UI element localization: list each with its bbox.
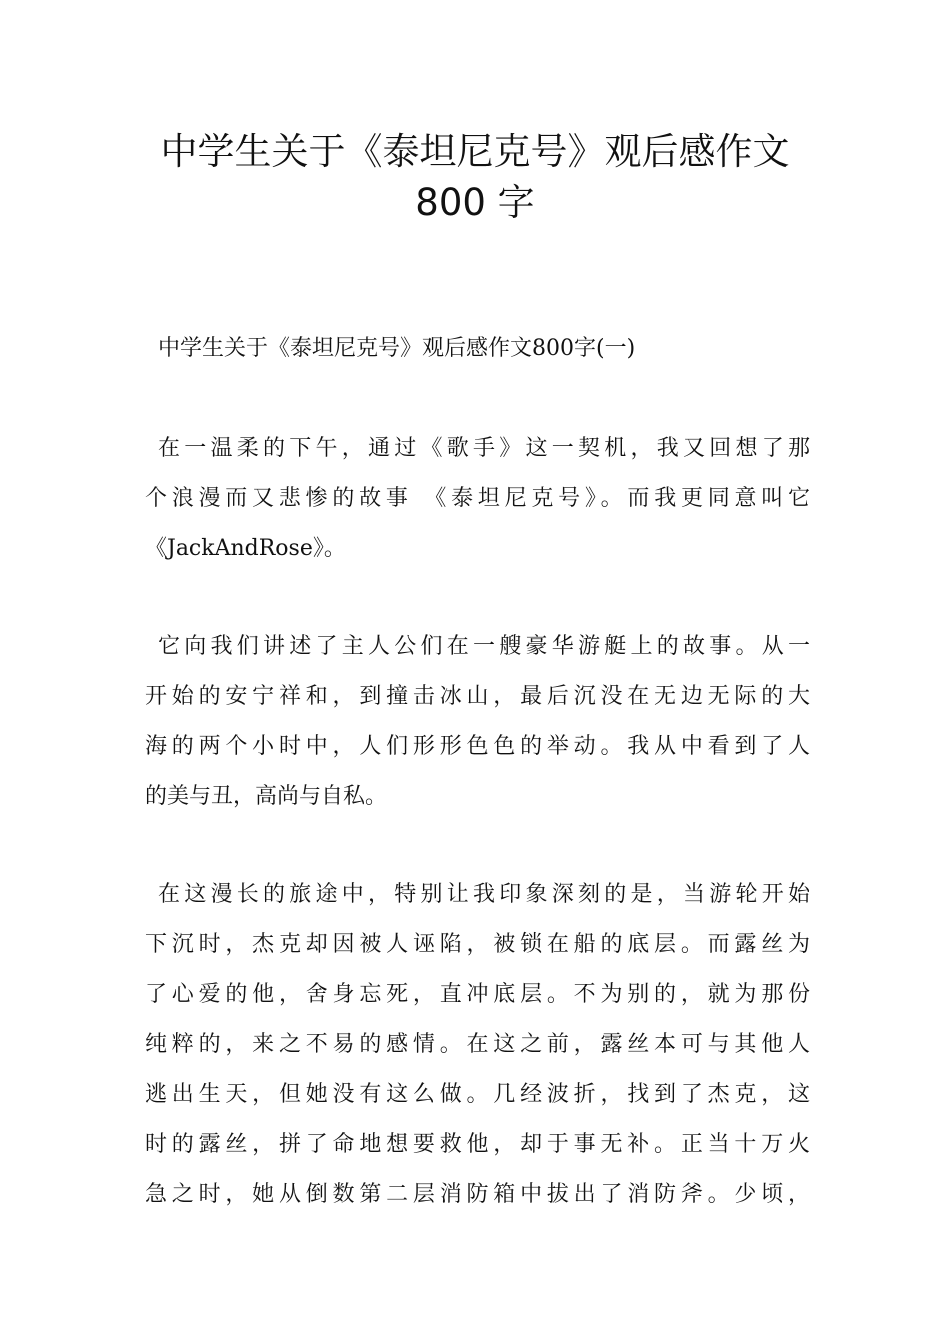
- section-heading: 中学生关于《泰坦尼克号》观后感作文800字(一): [158, 336, 636, 361]
- paragraph-3-line-5: 逃出生天，但她没有这么做。几经波折，找到了杰克，这: [145, 1082, 810, 1107]
- paragraph-1-line-2: 个浪漫而又悲惨的故事 《泰坦尼克号》。而我更同意叫它: [145, 486, 810, 511]
- document-title-line-1: 中学生关于《泰坦尼克号》观后感作文: [160, 130, 790, 173]
- paragraph-1-line-3: 《JackAndRose》。: [145, 536, 346, 561]
- paragraph-3-line-2: 下沉时，杰克却因被人诬陷，被锁在船的底层。而露丝为: [145, 932, 810, 957]
- paragraph-2-line-3: 海的两个小时中，人们形形色色的举动。我从中看到了人: [145, 734, 810, 759]
- paragraph-2-line-2: 开始的安宁祥和，到撞击冰山，最后沉没在无边无际的大: [145, 684, 810, 709]
- paragraph-2-line-4: 的美与丑，高尚与自私。: [145, 784, 388, 809]
- paragraph-3-line-3: 了心爱的他，舍身忘死，直冲底层。不为别的，就为那份: [145, 982, 810, 1007]
- paragraph-3-line-6: 时的露丝，拼了命地想要救他，却于事无补。正当十万火: [145, 1132, 810, 1157]
- document-title-line-2: 800 字: [415, 181, 535, 224]
- paragraph-1-line-1: 在一温柔的下午，通过《歌手》这一契机，我又回想了那: [158, 436, 810, 461]
- paragraph-3-line-4: 纯粹的，来之不易的感情。在这之前，露丝本可与其他人: [145, 1032, 810, 1057]
- paragraph-2-line-1: 它向我们讲述了主人公们在一艘豪华游艇上的故事。从一: [158, 634, 810, 659]
- paragraph-3-line-7: 急之时，她从倒数第二层消防箱中拔出了消防斧。少顷，: [145, 1182, 810, 1207]
- paragraph-3-line-1: 在这漫长的旅途中，特别让我印象深刻的是，当游轮开始: [158, 882, 810, 907]
